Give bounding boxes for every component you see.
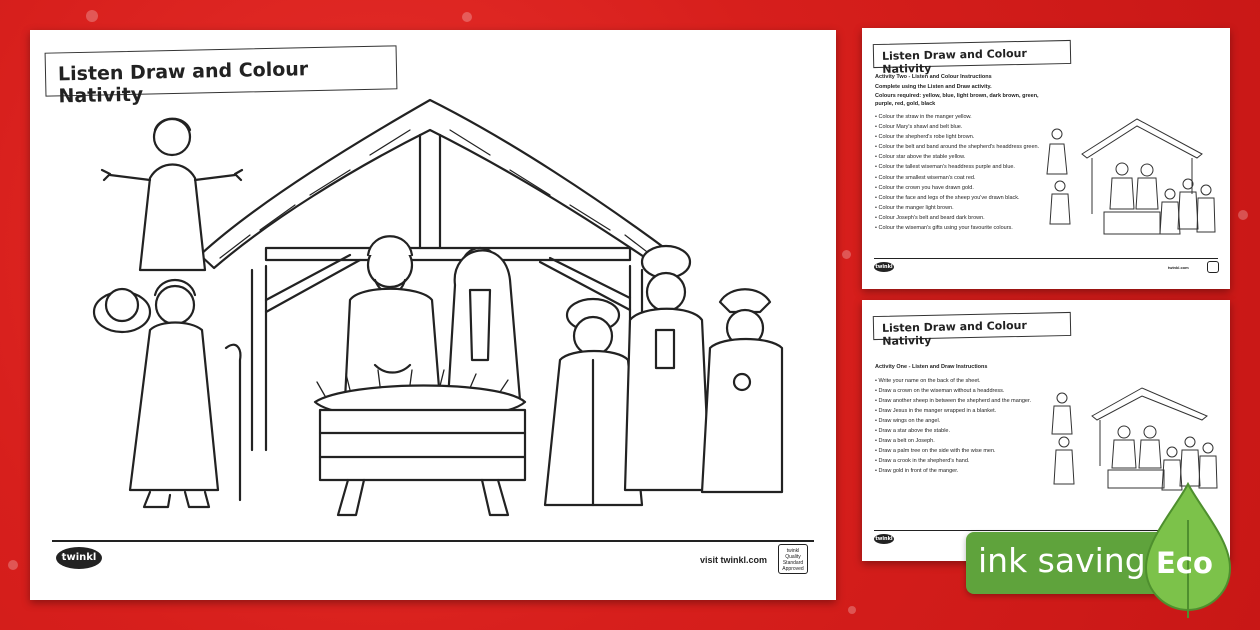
list-item: • Write your name on the back of the sheet.	[875, 378, 1045, 386]
list-item: • Draw a star above the stable.	[875, 428, 1045, 436]
list-item: • Draw a belt on Joseph.	[875, 438, 1045, 446]
twinkl-logo: twinkl	[56, 547, 102, 569]
list-item: • Draw a palm tree on the side with the wise men.	[875, 448, 1045, 456]
list-item: • Colour star above the stable yellow.	[875, 154, 1045, 162]
list-item: • Colour the belt and band around the shepherd's headdress green.	[875, 144, 1045, 152]
list-item: • Colour the straw in the manger yellow.	[875, 114, 1045, 122]
footer-divider	[874, 258, 1218, 259]
ink-saving-text: ink saving	[978, 541, 1146, 580]
activity-two-instructions	[875, 74, 1045, 235]
list-item: • Draw a crook in the shepherd's hand.	[875, 458, 1045, 466]
activity-one-instructions	[875, 364, 1045, 478]
list-item: • Colour the face and legs of the sheep you've drawn black.	[875, 195, 1045, 203]
list-item: • Draw a crown on the wiseman without a headdress.	[875, 388, 1045, 396]
nativity-scene-illustration	[30, 30, 836, 540]
mini-nativity-illustration	[1042, 114, 1218, 248]
quality-badge	[1207, 261, 1219, 273]
colours-required: Colours required: yellow, blue, light brown, dark brown, green, purple, red, gold, black	[875, 93, 1039, 107]
activity-two-worksheet	[862, 28, 1230, 289]
list-item: • Draw gold in front of the manger.	[875, 468, 1045, 476]
footer-url: visit twinkl.com	[700, 555, 768, 565]
main-worksheet-title: Listen Draw and Colour Nativity	[45, 45, 398, 96]
twinkl-logo: twinkl	[875, 536, 893, 542]
activity-one-list	[875, 378, 1045, 476]
activity-two-list	[875, 114, 1045, 233]
list-item: • Colour the smallest wiseman's coat red.	[875, 175, 1045, 183]
list-item: • Draw Jesus in the manger wrapped in a blanket.	[875, 408, 1045, 416]
eco-label: Eco	[1156, 546, 1213, 580]
footer-url: twinkl.com	[1168, 265, 1189, 270]
list-item: • Colour the wiseman's gifts using your favourite colours.	[875, 225, 1045, 233]
list-item: • Colour the crown you have drawn gold.	[875, 185, 1045, 193]
activity-two-subheading: Complete using the Listen and Draw activity.	[875, 83, 992, 90]
footer-divider	[52, 540, 814, 542]
activity-two-heading: Activity Two - Listen and Colour Instructions	[875, 74, 992, 80]
list-item: • Draw wings on the angel.	[875, 418, 1045, 426]
list-item: • Colour Joseph's belt and beard dark brown.	[875, 215, 1045, 223]
list-item: • Draw another sheep in between the shepherd and the manger.	[875, 398, 1045, 406]
main-worksheet	[30, 30, 836, 600]
list-item: • Colour the shepherd's robe light brown.	[875, 134, 1045, 142]
activity-one-title: Listen Draw and Colour Nativity	[873, 312, 1071, 340]
list-item: • Colour the tallest wiseman's headdress purple and blue.	[875, 164, 1045, 172]
quality-badge: twinkl Quality Standard Approved	[778, 544, 808, 574]
list-item: • Colour Mary's shawl and belt blue.	[875, 124, 1045, 132]
list-item: • Colour the manger light brown.	[875, 205, 1045, 213]
twinkl-logo: twinkl	[875, 264, 893, 270]
activity-two-title: Listen Draw and Colour Nativity	[873, 40, 1071, 68]
activity-one-heading: Activity One - Listen and Draw Instructions	[875, 364, 988, 370]
